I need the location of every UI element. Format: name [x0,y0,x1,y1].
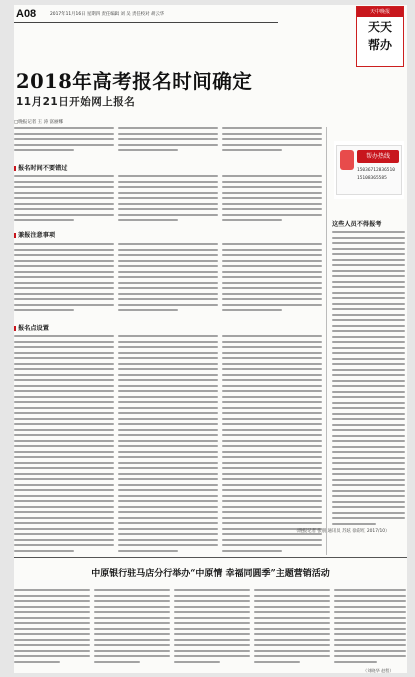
section1-col-3 [222,175,322,221]
section-title-2: 兼报注意事项 [14,230,55,239]
header-meta: 2017年11月16日 星期四 责任编辑 刘 吴 责任校对 胡云华 [50,12,165,17]
section-title-1: 报名时间不要错过 [14,163,68,172]
sidebar-column-title: 这些人员不得报考 [332,221,382,228]
logo-title-line-1: 天天 [367,20,392,34]
section2-col-3 [222,243,322,313]
section2-col-2 [118,243,218,313]
logo-title-line-2: 帮办 [367,38,392,52]
bottom-col-2 [94,589,170,669]
hotline-number-1: 15036712836510 [357,168,395,173]
section3-col-2 [118,335,218,553]
phone-icon [340,150,354,170]
sidebar-column-body [332,231,405,527]
hotline-number-2: 15108365585 [357,176,387,181]
section1-col-2 [118,175,218,221]
article-headline: 2018年高考报名时间确定 [16,70,253,93]
hotline-ad-inner [336,145,402,195]
bottom-article-banner [14,561,407,583]
section1-col-1 [14,175,114,221]
bottom-article-title: 中原银行驻马店分行举办“中原情 幸福同圆季”主题营销活动 [91,569,330,579]
section3-col-1 [14,335,114,553]
bottom-col-4 [254,589,330,669]
hotline-ad [334,141,404,199]
bottom-col-5 [334,589,406,667]
article-subhead: 11月21日开始网上报名 [16,96,136,108]
bottom-col-1 [14,589,90,669]
newspaper-page [14,5,407,673]
bottom-col-3 [174,589,250,669]
intro-col-1 [14,127,114,157]
page-number: A08 [16,8,37,20]
section2-col-1 [14,243,114,313]
intro-col-2 [118,127,218,157]
hotline-badge: 帮办热线 [357,150,399,163]
section3-col-3 [222,335,322,553]
bottom-article-sign: （刘晓华 赵程） [363,668,394,673]
column-divider [326,127,327,555]
page-header [14,5,407,25]
sidebar-footer: （晚报记者 张朋 通讯员 苏炫 徐彩红 2017/10） [294,529,390,534]
column-logo [356,6,404,67]
article-byline: □晚报记者 王 涛 富丽娜 [14,120,64,125]
intro-col-3 [222,127,322,157]
section-title-3: 报名点设置 [14,323,49,332]
bottom-rule-top [14,557,407,558]
logo-paper-name: 天中晚报 [357,7,403,17]
header-rule [14,22,278,23]
